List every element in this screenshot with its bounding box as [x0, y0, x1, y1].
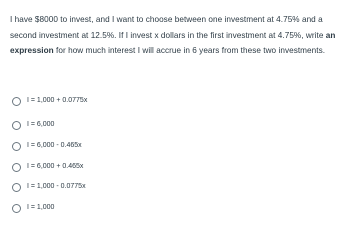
- answer-option-6[interactable]: [12, 202, 54, 214]
- question-text: [10, 12, 346, 59]
- answer-option-5[interactable]: [12, 181, 86, 193]
- answer-option-label: I = 6,000: [27, 121, 55, 128]
- answer-option-label: I = 1,000: [27, 204, 55, 211]
- question-text-emphasis: an expression: [10, 30, 336, 55]
- answer-option-label: I = 6,000 + 0.465x: [27, 163, 84, 170]
- radio-button[interactable]: [12, 121, 21, 130]
- radio-button[interactable]: [12, 97, 21, 106]
- radio-button[interactable]: [12, 163, 21, 172]
- question-text-part1: I have $8000 to invest, and I want to choose between one investment at 4.75% and a second investment at 12.5%. If I invest x dollars in the first investment at 4.75%, write: [10, 15, 326, 40]
- answer-option-label: I = 1,000 + 0.0775x: [27, 97, 88, 104]
- answer-option-4[interactable]: [12, 161, 83, 173]
- question-text-part2: for how much interest I will accrue in 6 years from these two investments.: [53, 46, 326, 55]
- answer-option-2[interactable]: [12, 119, 54, 131]
- radio-button[interactable]: [12, 183, 21, 192]
- answer-option-3[interactable]: [12, 140, 82, 152]
- radio-button[interactable]: [12, 204, 21, 213]
- answer-option-label: I = 6,000 - 0.465x: [27, 142, 82, 149]
- answer-option-label: I = 1,000 - 0.0775x: [27, 183, 86, 190]
- answer-option-1[interactable]: [12, 95, 87, 107]
- radio-button[interactable]: [12, 142, 21, 151]
